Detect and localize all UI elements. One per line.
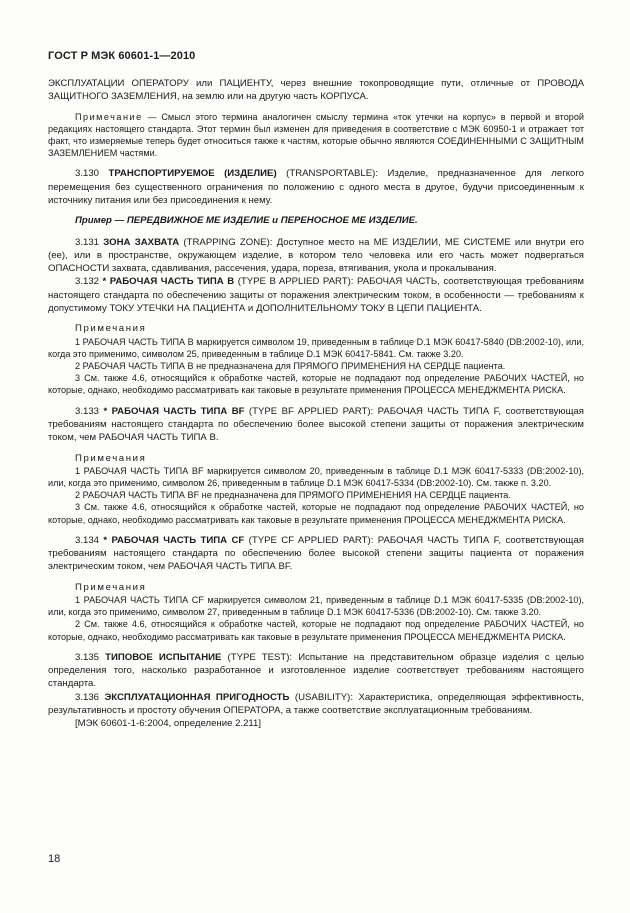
note-item: 1 РАБОЧАЯ ЧАСТЬ ТИПА CF маркируется символом 21, приведенным в таблице D.1 МЭК 60417-5335 (DB:2002-10), или, когда это применимо, символом 27, приведенным в таблице D.1 МЭК 60417-5336 (DB:2002-10). См. также 3.20. xyxy=(48,595,584,618)
notes-heading: Примечания xyxy=(75,323,147,335)
definition-term: ЗОНА ЗАХВАТА xyxy=(103,236,180,248)
definition-example: Пример — ПЕРЕДВИЖНОЕ МЕ ИЗДЕЛИЕ и ПЕРЕНОСНОЕ МЕ ИЗДЕЛИЕ. xyxy=(75,215,418,227)
definition-number: 3.134 xyxy=(75,534,104,546)
note-item: 2 РАБОЧАЯ ЧАСТЬ ТИПА В не предназначена для ПРЯМОГО ПРИМЕНЕНИЯ НА СЕРДЦЕ пациента. xyxy=(75,361,506,372)
definition-text: (TYPE B APPLIED PART): РАБОЧАЯ ЧАСТЬ, соответствующая требованиям настоящего стандарта по обеспечению защиты от поражения электрическим током, в особенности — требованиям к допустимому ТОКУ УТЕЧКИ НА ПАЦИЕНТА и ДОПОЛНИТЕЛЬНОМУ ТОКУ В ЦЕПИ ПАЦИЕНТА. xyxy=(48,276,585,315)
notes-heading: Примечания xyxy=(75,581,147,593)
definition-term: * РАБОЧАЯ ЧАСТЬ ТИПА BF xyxy=(103,405,245,417)
definition-term: ТИПОВОЕ ИСПЫТАНИЕ xyxy=(105,651,222,663)
note-item: 1 РАБОЧАЯ ЧАСТЬ ТИПА BF маркируется символом 20, приведенным в таблице D.1 МЭК 60417-5333 (DB:2002-10), или, когда это применимо, символом 26, приведенным в таблице D.1 МЭК 60417-5334 (DB:2002-10). См. также п. 3.20. xyxy=(48,465,584,489)
definition-text: (TYPE CF APPLIED PART): РАБОЧАЯ ЧАСТЬ ТИПА F, соответствующая требованиям настоящего стандарта по обеспечению более высокой степени защиты пациента от поражения электрическим током, чем РАБОЧАЯ ЧАСТЬ ТИПА BF. xyxy=(48,534,584,573)
intro-note xyxy=(48,111,584,160)
definition-text: (TYPE BF APPLIED PART): РАБОЧАЯ ЧАСТЬ ТИПА F, соответствующая требованиям настоящего стандарта по обеспечению более высокой степени защиты от поражения электрическим током, чем РАБОЧАЯ ЧАСТЬ ТИПА В. xyxy=(48,405,585,444)
definition-number: 3.131 xyxy=(75,236,104,248)
page-content xyxy=(48,77,584,731)
page-number: 18 xyxy=(48,853,61,865)
definition-term: * РАБОЧАЯ ЧАСТЬ ТИПА В xyxy=(102,276,235,288)
definition-3-130 xyxy=(48,167,584,207)
definition-number: 3.133 xyxy=(75,405,104,417)
definition-reference: [МЭК 60601-1-6:2004, определение 2.211] xyxy=(75,718,262,730)
definition-3-135 xyxy=(48,651,584,691)
definition-text: (TRANSPORTABLE): Изделие, предназначенное для легкого перемещения без существенного ограничения по положению с одного места в другое, будучи присоединенным к источнику питания или без присоединения к нему. xyxy=(48,168,584,206)
definition-3-136 xyxy=(48,691,584,718)
definition-text: (USABILITY): Характеристика, определяющая эффективность, результативность и простоту обучения ОПЕРАТОРА, а также соответствие эксплуатационным требованиям. xyxy=(48,691,584,717)
definition-term: ТРАНСПОРТИРУЕМОЕ (ИЗДЕЛИЕ) xyxy=(108,168,277,180)
definition-number: 3.136 xyxy=(75,691,105,703)
definition-number: 3.135 xyxy=(75,651,106,663)
definition-term: ЭКСПЛУАТАЦИОННАЯ ПРИГОДНОСТЬ xyxy=(104,691,290,703)
definition-number: 3.130 xyxy=(75,168,109,180)
definition-text: (TRAPPING ZONE): Доступное место на МЕ ИЗДЕЛИИ, МЕ СИСТЕМЕ или внутри его (ее), или в пространстве, окружающем изделие, в котором тело человека или его часть может подвергаться ОПАСНОСТИ захвата, сдавливания, рассечения, удара, пореза, втягивания, укола и прокалывания. xyxy=(48,236,584,275)
note-label: Примечание xyxy=(75,111,143,122)
definition-3-134 xyxy=(48,534,584,574)
note-item: 2 РАБОЧАЯ ЧАСТЬ ТИПА BF не предназначена для ПРЯМОГО ПРИМЕНЕНИЯ НА СЕРДЦЕ пациента. xyxy=(75,490,511,501)
note-item: 1 РАБОЧАЯ ЧАСТЬ ТИПА В маркируется символом 19, приведенным в таблице D.1 МЭК 60417-5840 (DB:2002-10), или, когда это применимо, символом 25, приведенным в таблице D.1 МЭК 60417-5841. См. также 3.20. xyxy=(48,336,584,359)
note-item: 3 См. также 4.6, относящийся к обработке частей, которые не подпадают под определение РАБОЧИХ ЧАСТЕЙ, но которые, однако, необходимо рассматривать как таковые в результате применения ПРОЦЕССА МЕНЕДЖМЕНТА РИСКА. xyxy=(48,502,584,525)
note-item: 2 См. также 4.6, относящийся к обработке частей, которые не подпадают под определение РАБОЧИХ ЧАСТЕЙ, но которые, однако, необходимо рассматривать как таковые в результате применения ПРОЦЕССА МЕНЕДЖМЕНТА РИСКА. xyxy=(48,619,584,642)
definition-text: (TYPE TEST): Испытание на представительном образце изделия с целью определения того, насколько разработанное и изготовленное изделие соответствует требованиям настоящего стандарта. xyxy=(48,651,584,690)
definition-3-131 xyxy=(48,236,584,276)
document-header: ГОСТ Р МЭК 60601-1—2010 xyxy=(48,50,196,62)
note-text: — Смысл этого термина аналогичен смыслу термина «ток утечки на корпус» в первой и второй редакциях настоящего стандарта. Этот термин был изменен для приведения в соответствие с МЭК 60950-1 и отражает тот факт, что измеряемые теперь будет относиться также к частям, которые обычно являются СОЕДИНЕННЫМИ С ЗАЩИТНЫМ ЗАЗЕМЛЕНИЕМ частями. xyxy=(48,111,584,159)
definition-number: 3.132 xyxy=(75,276,103,288)
definition-term: * РАБОЧАЯ ЧАСТЬ ТИПА CF xyxy=(103,534,245,546)
definition-3-132 xyxy=(48,275,584,315)
intro-paragraph: ЭКСПЛУАТАЦИИ ОПЕРАТОРУ или ПАЦИЕНТУ, через внешние токопроводящие пути, отличные от ПРОВОДА ЗАЩИТНОГО ЗАЗЕМЛЕНИЯ, на землю или на другую часть КОРПУСА. xyxy=(48,78,584,103)
definition-3-133 xyxy=(48,405,584,445)
notes-heading: Примечания xyxy=(75,452,147,464)
note-item: 3 См. также 4.6, относящийся к обработке частей, которые не подпадают под определение РАБОЧИХ ЧАСТЕЙ, но которые, однако, необходимо рассматривать как таковые в результате применения ПРОЦЕССА МЕНЕДЖМЕНТА РИСКА. xyxy=(48,373,584,396)
